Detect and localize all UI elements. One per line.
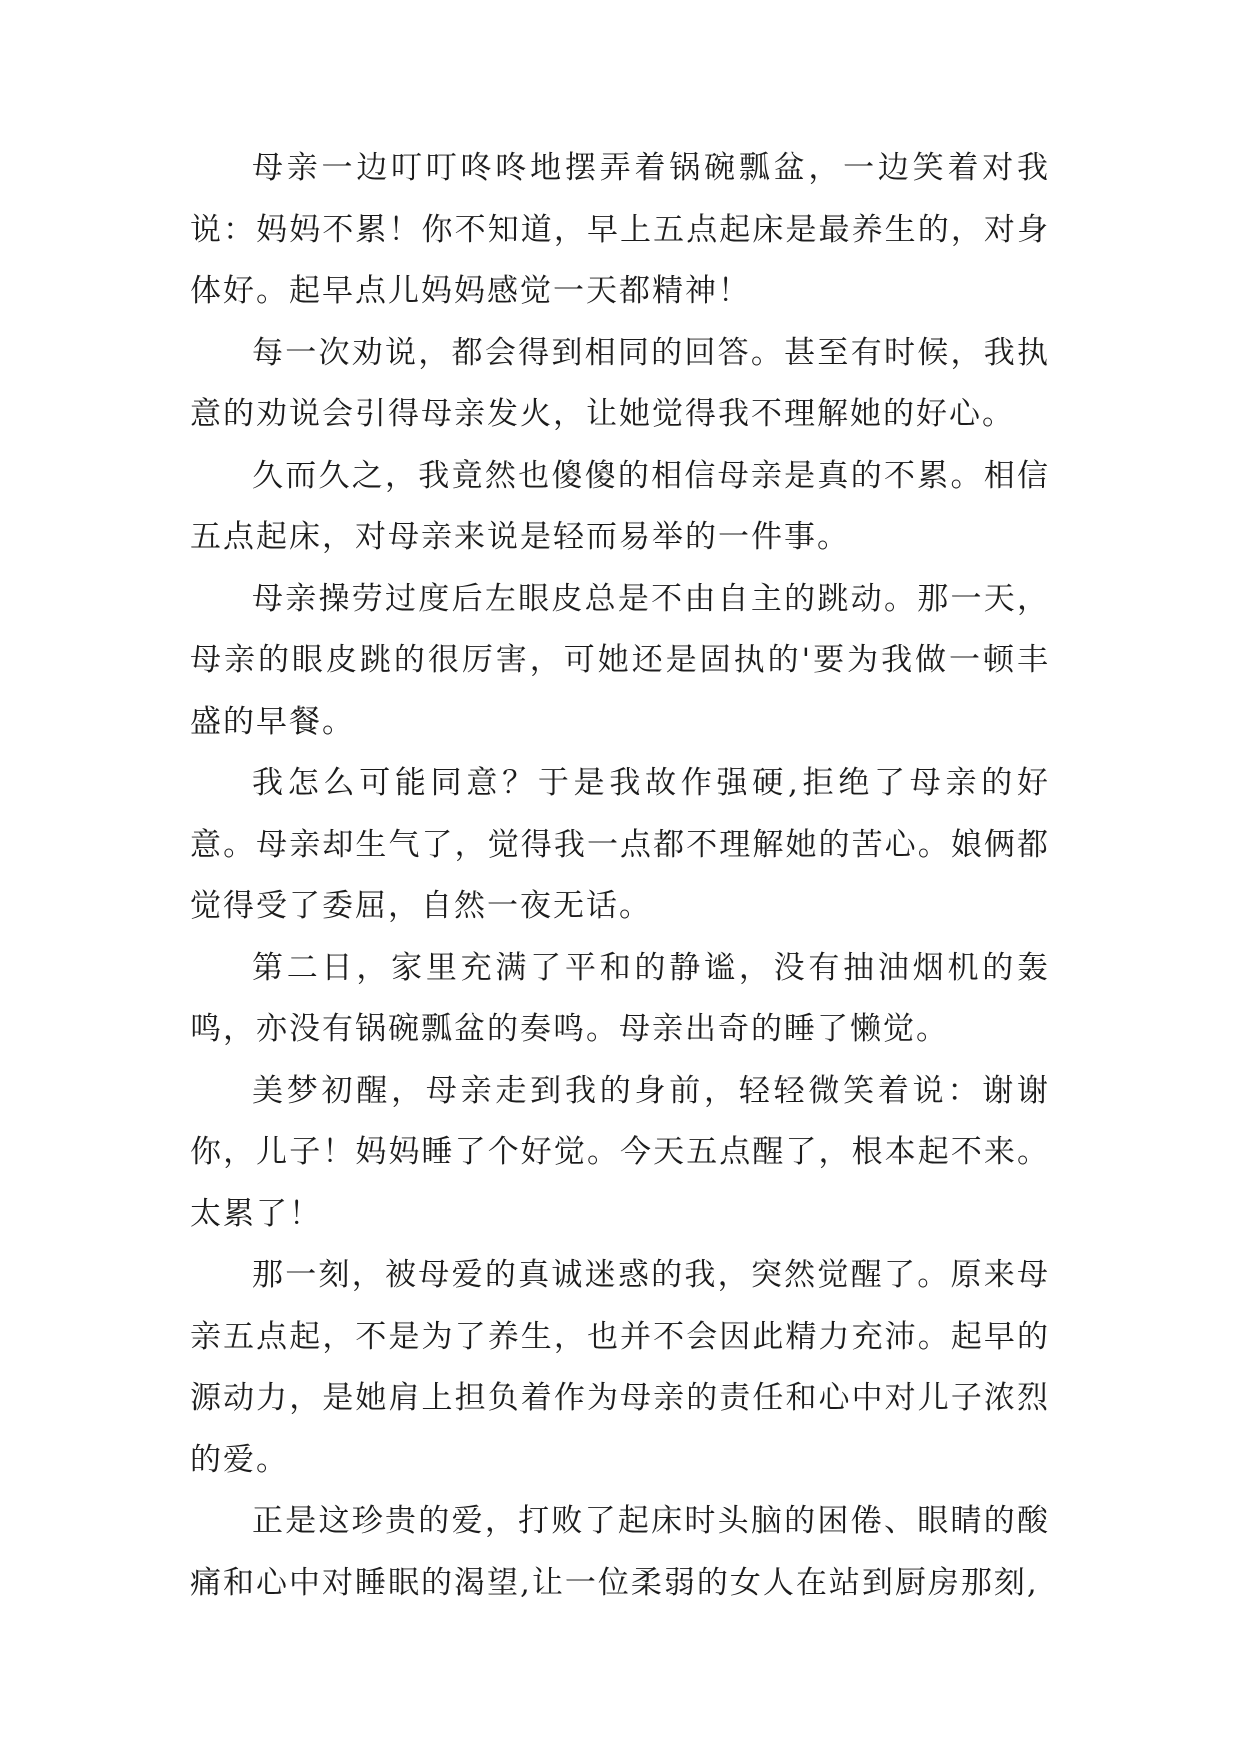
article-body: [190, 138, 1050, 1614]
paragraph-9: 正是这珍贵的爱，打败了起床时头脑的困倦、眼睛的酸痛和心中对睡眠的渴望,让一位柔弱的女人在站到厨房那刻,: [190, 1503, 1050, 1601]
paragraph-7: 美梦初醒，母亲走到我的身前，轻轻微笑着说：谢谢你，儿子！妈妈睡了个好觉。今天五点醒了，根本起不来。太累了！: [190, 1072, 1050, 1232]
paragraph-4: 母亲操劳过度后左眼皮总是不由自主的跳动。那一天，母亲的眼皮跳的很厉害，可她还是固执的'要为我做一顿丰盛的早餐。: [190, 580, 1050, 740]
paragraph-6: 第二日，家里充满了平和的静谧，没有抽油烟机的轰鸣，亦没有锅碗瓢盆的奏鸣。母亲出奇的睡了懒觉。: [190, 949, 1050, 1047]
paragraph-5: 我怎么可能同意？于是我故作强硬,拒绝了母亲的好意。母亲却生气了，觉得我一点都不理解她的苦心。娘俩都觉得受了委屈，自然一夜无话。: [190, 765, 1050, 924]
paragraph-3: 久而久之，我竟然也傻傻的相信母亲是真的不累。相信五点起床，对母亲来说是轻而易举的一件事。: [190, 457, 1050, 555]
paragraph-8: 那一刻，被母爱的真诚迷惑的我，突然觉醒了。原来母亲五点起，不是为了养生，也并不会因此精力充沛。起早的源动力，是她肩上担负着作为母亲的责任和心中对儿子浓烈的爱。: [190, 1257, 1050, 1478]
paragraph-2: 每一次劝说，都会得到相同的回答。甚至有时候，我执意的劝说会引得母亲发火，让她觉得我不理解她的好心。: [190, 334, 1050, 432]
paragraph-1: 母亲一边叮叮咚咚地摆弄着锅碗瓢盆，一边笑着对我说：妈妈不累！你不知道，早上五点起床是最养生的，对身体好。起早点儿妈妈感觉一天都精神！: [190, 150, 1050, 309]
